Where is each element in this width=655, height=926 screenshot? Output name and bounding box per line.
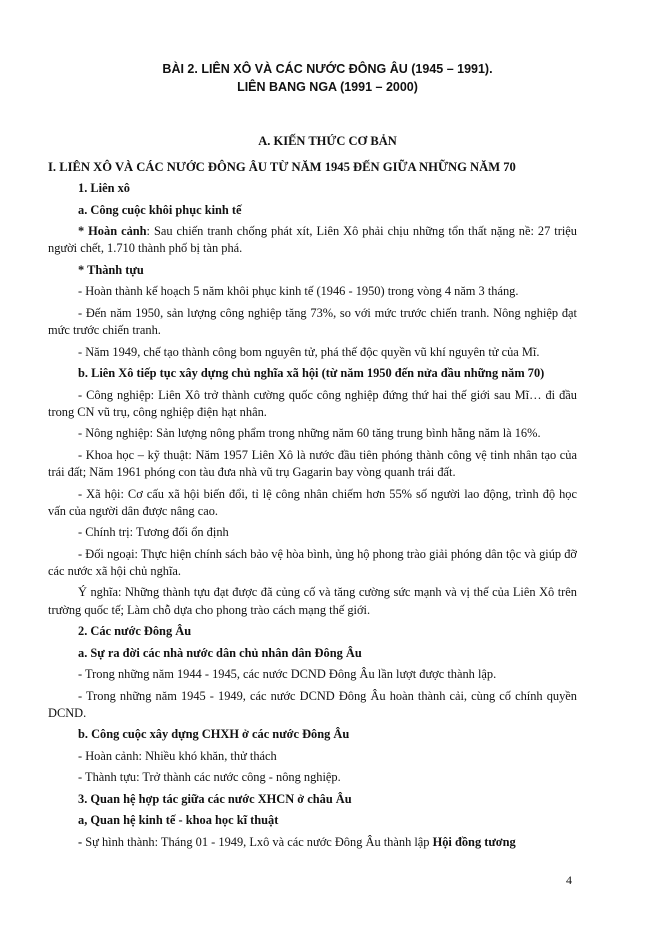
paragraph-hoan-canh bbox=[48, 223, 577, 257]
dash-su-hinh-thanh: - bbox=[78, 834, 83, 849]
paragraph-1945-1949: - Trong những năm 1945 - 1949, các nước DCND Đông Âu hoàn thành cải, cùng cố chính quyền DCND. bbox=[48, 688, 577, 720]
paragraph-cong-nghiep: - Công nghiệp: Liên Xô trở thành cường quốc công nghiệp đứng thứ hai thế giới sau Mĩ… đi đầu trong CN vũ trụ, công nghiệp điện hạt nhân. bbox=[48, 387, 577, 419]
paragraph-ke-hoach: - Hoàn thành kế hoạch 5 năm khôi phục kinh tế (1946 - 1950) trong vòng 4 năm 3 tháng. bbox=[78, 284, 519, 299]
paragraph-1950: - Đến năm 1950, sản lượng công nghiệp tăng 73%, so với mức trước chiến tranh. Nông nghiệp đạt mức trước chiến tranh. bbox=[48, 305, 577, 338]
text-su-hinh-thanh: Sự hình thành: Tháng 01 - 1949, Lxô và các nước Đông Âu thành lập bbox=[82, 834, 433, 849]
paragraph-doi-ngoai: - Đối ngoại: Thực hiện chính sách bảo vệ hòa bình, ủng hộ phong trào giải phóng dân tộc và giúp đỡ các nước xã hội chủ nghĩa. bbox=[48, 546, 577, 578]
text-hoan-canh: : Sau chiến tranh chống phát xít, Liên Xô phải chịu những tổn thất nặng nề: 27 triệu người chết, 1.710 thành phố bị tàn phá. bbox=[48, 224, 577, 256]
heading-kinh-te-khkt: a, Quan hệ kinh tế - khoa học kĩ thuật bbox=[78, 813, 279, 828]
paragraph-nong-nghiep: - Nông nghiệp: Sản lượng nông phẩm trong những năm 60 tăng trung bình hằng năm là 16%. bbox=[78, 426, 541, 441]
paragraph-hoan-canh-dong-au: - Hoàn cảnh: Nhiều khó khăn, thử thách bbox=[78, 748, 277, 763]
label-hoan-canh: * Hoàn cảnh bbox=[78, 224, 147, 239]
paragraph-chinh-tri: - Chính trị: Tương đối ổn định bbox=[78, 525, 229, 540]
heading-xay-dung-cnxh: b. Liên Xô tiếp tục xây dựng chủ nghĩa xã hội (từ năm 1950 đến nửa đầu những năm 70) bbox=[78, 366, 545, 381]
page-number: 4 bbox=[566, 873, 572, 887]
paragraph-khoa-hoc: - Khoa học – kỹ thuật: Năm 1957 Liên Xô là nước đầu tiên phóng thành công vệ tinh nhân tạo của trái đất; Năm 1961 phóng con tàu đưa nhà vũ trụ Gagarin bay vòng quanh trái đất. bbox=[48, 447, 577, 480]
heading-quan-he-hop-tac: 3. Quan hệ hợp tác giữa các nước XHCN ở châu Âu bbox=[78, 791, 352, 806]
heading-khoi-phuc-kinh-te: a. Công cuộc khôi phục kinh tế bbox=[78, 202, 242, 217]
paragraph-thanh-tuu-dong-au: - Thành tựu: Trở thành các nước công - nông nghiệp. bbox=[78, 770, 341, 785]
heading-thanh-tuu: * Thành tựu bbox=[78, 262, 144, 277]
paragraph-su-hinh-thanh bbox=[48, 834, 577, 851]
paragraph-1949: - Năm 1949, chế tạo thành công bom nguyên tử, phá thế độc quyền vũ khí nguyên tử của Mĩ. bbox=[78, 344, 540, 359]
lesson-title-line-1: BÀI 2. LIÊN XÔ VÀ CÁC NƯỚC ĐÔNG ÂU (1945 – 1991). bbox=[162, 62, 493, 76]
bold-hoi-dong: Hội đồng tương bbox=[432, 834, 516, 849]
heading-dong-au: 2. Các nước Đông Âu bbox=[78, 624, 192, 639]
heading-part-1: I. LIÊN XÔ VÀ CÁC NƯỚC ĐÔNG ÂU TỪ NĂM 1945 ĐẾN GIỮA NHỮNG NĂM 70 bbox=[48, 160, 516, 174]
lesson-title-line-2: LIÊN BANG NGA (1991 – 2000) bbox=[237, 80, 418, 94]
heading-chxh-dong-au: b. Công cuộc xây dựng CHXH ở các nước Đông Âu bbox=[78, 727, 350, 742]
section-title: A. KIẾN THỨC CƠ BẢN bbox=[258, 134, 397, 148]
heading-lien-xo: 1. Liên xô bbox=[78, 181, 130, 196]
heading-ra-doi: a. Sự ra đời các nhà nước dân chủ nhân dân Đông Âu bbox=[78, 645, 362, 660]
paragraph-1944-1945: - Trong những năm 1944 - 1945, các nước DCND Đông Âu lần lượt được thành lập. bbox=[78, 667, 497, 682]
paragraph-y-nghia: Ý nghĩa: Những thành tựu đạt được đã củng cố và tăng cường sức mạnh và vị thế của Liên Xô trên trường quốc tế; Làm chỗ dựa cho phong trào cách mạng thế giới. bbox=[48, 585, 577, 617]
paragraph-xa-hoi: - Xã hội: Cơ cấu xã hội biến đổi, tỉ lệ công nhân chiếm hơn 55% số người lao động, trình độ học vấn của người dân được nâng cao. bbox=[48, 486, 577, 518]
document-body bbox=[48, 159, 577, 855]
